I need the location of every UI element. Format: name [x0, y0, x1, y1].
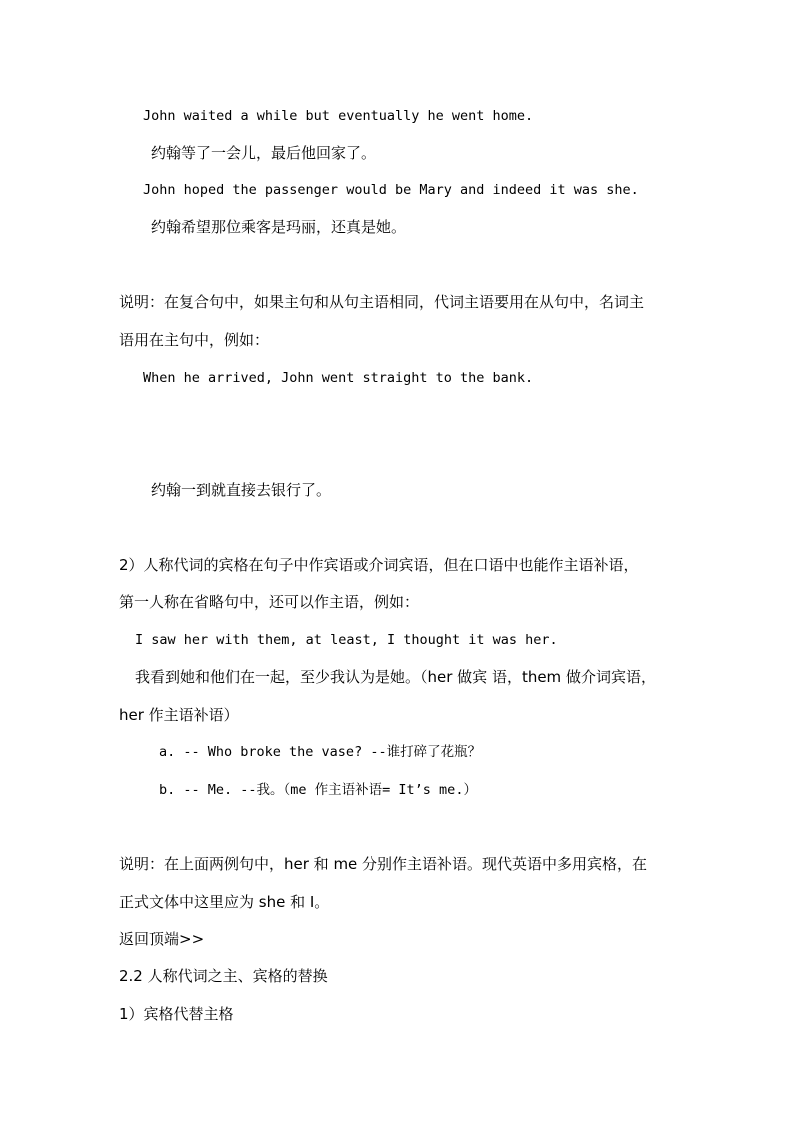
explanation-paragraph: 说明：在复合句中，如果主句和从句主语相同，代词主语要用在从句中，名词主 — [119, 293, 645, 311]
example-sentence-en: John hoped the passenger would be Mary and indeed it was she. — [143, 182, 639, 198]
example-translation-zh: 约翰等了一会儿，最后他回家了。 — [151, 144, 377, 162]
explanation-paragraph: 语用在主句中，例如： — [119, 331, 270, 349]
back-to-top-link[interactable]: 返回顶端>> — [119, 930, 205, 948]
explanation-paragraph: 说明：在上面两例句中，her 和 me 分别作主语补语。现代英语中多用宾格，在 — [119, 855, 648, 873]
example-translation-zh: 约翰希望那位乘客是玛丽，还真是她。 — [151, 218, 407, 236]
example-translation-zh: 我看到她和他们在一起，至少我认为是她。（her 做宾 语，them 做介词宾语， — [135, 668, 656, 686]
example-sentence-en: I saw her with them, at least, I thought it was her. — [135, 632, 558, 648]
example-sentence-en: When he arrived, John went straight to the bank. — [143, 370, 534, 386]
example-translation-zh: her 作主语补语） — [119, 706, 239, 724]
section-heading: 2.2 人称代词之主、宾格的替换 — [119, 967, 328, 985]
subsection-heading: 1）宾格代替主格 — [119, 1005, 234, 1023]
explanation-paragraph: 正式文体中这里应为 she 和 I。 — [119, 893, 330, 911]
example-sentence-en: John waited a while but eventually he went home. — [143, 108, 534, 124]
dialogue-line-a: a. -- Who broke the vase? --谁打碎了花瓶？ — [159, 744, 482, 760]
rule-paragraph: 2）人称代词的宾格在句子中作宾语或介词宾语，但在口语中也能作主语补语， — [119, 556, 639, 574]
example-translation-zh: 约翰一到就直接去银行了。 — [151, 481, 332, 499]
dialogue-line-b: b. -- Me. --我。（me 作主语补语= It’s me.） — [159, 782, 477, 798]
rule-paragraph: 第一人称在省略句中，还可以作主语，例如： — [119, 593, 420, 611]
